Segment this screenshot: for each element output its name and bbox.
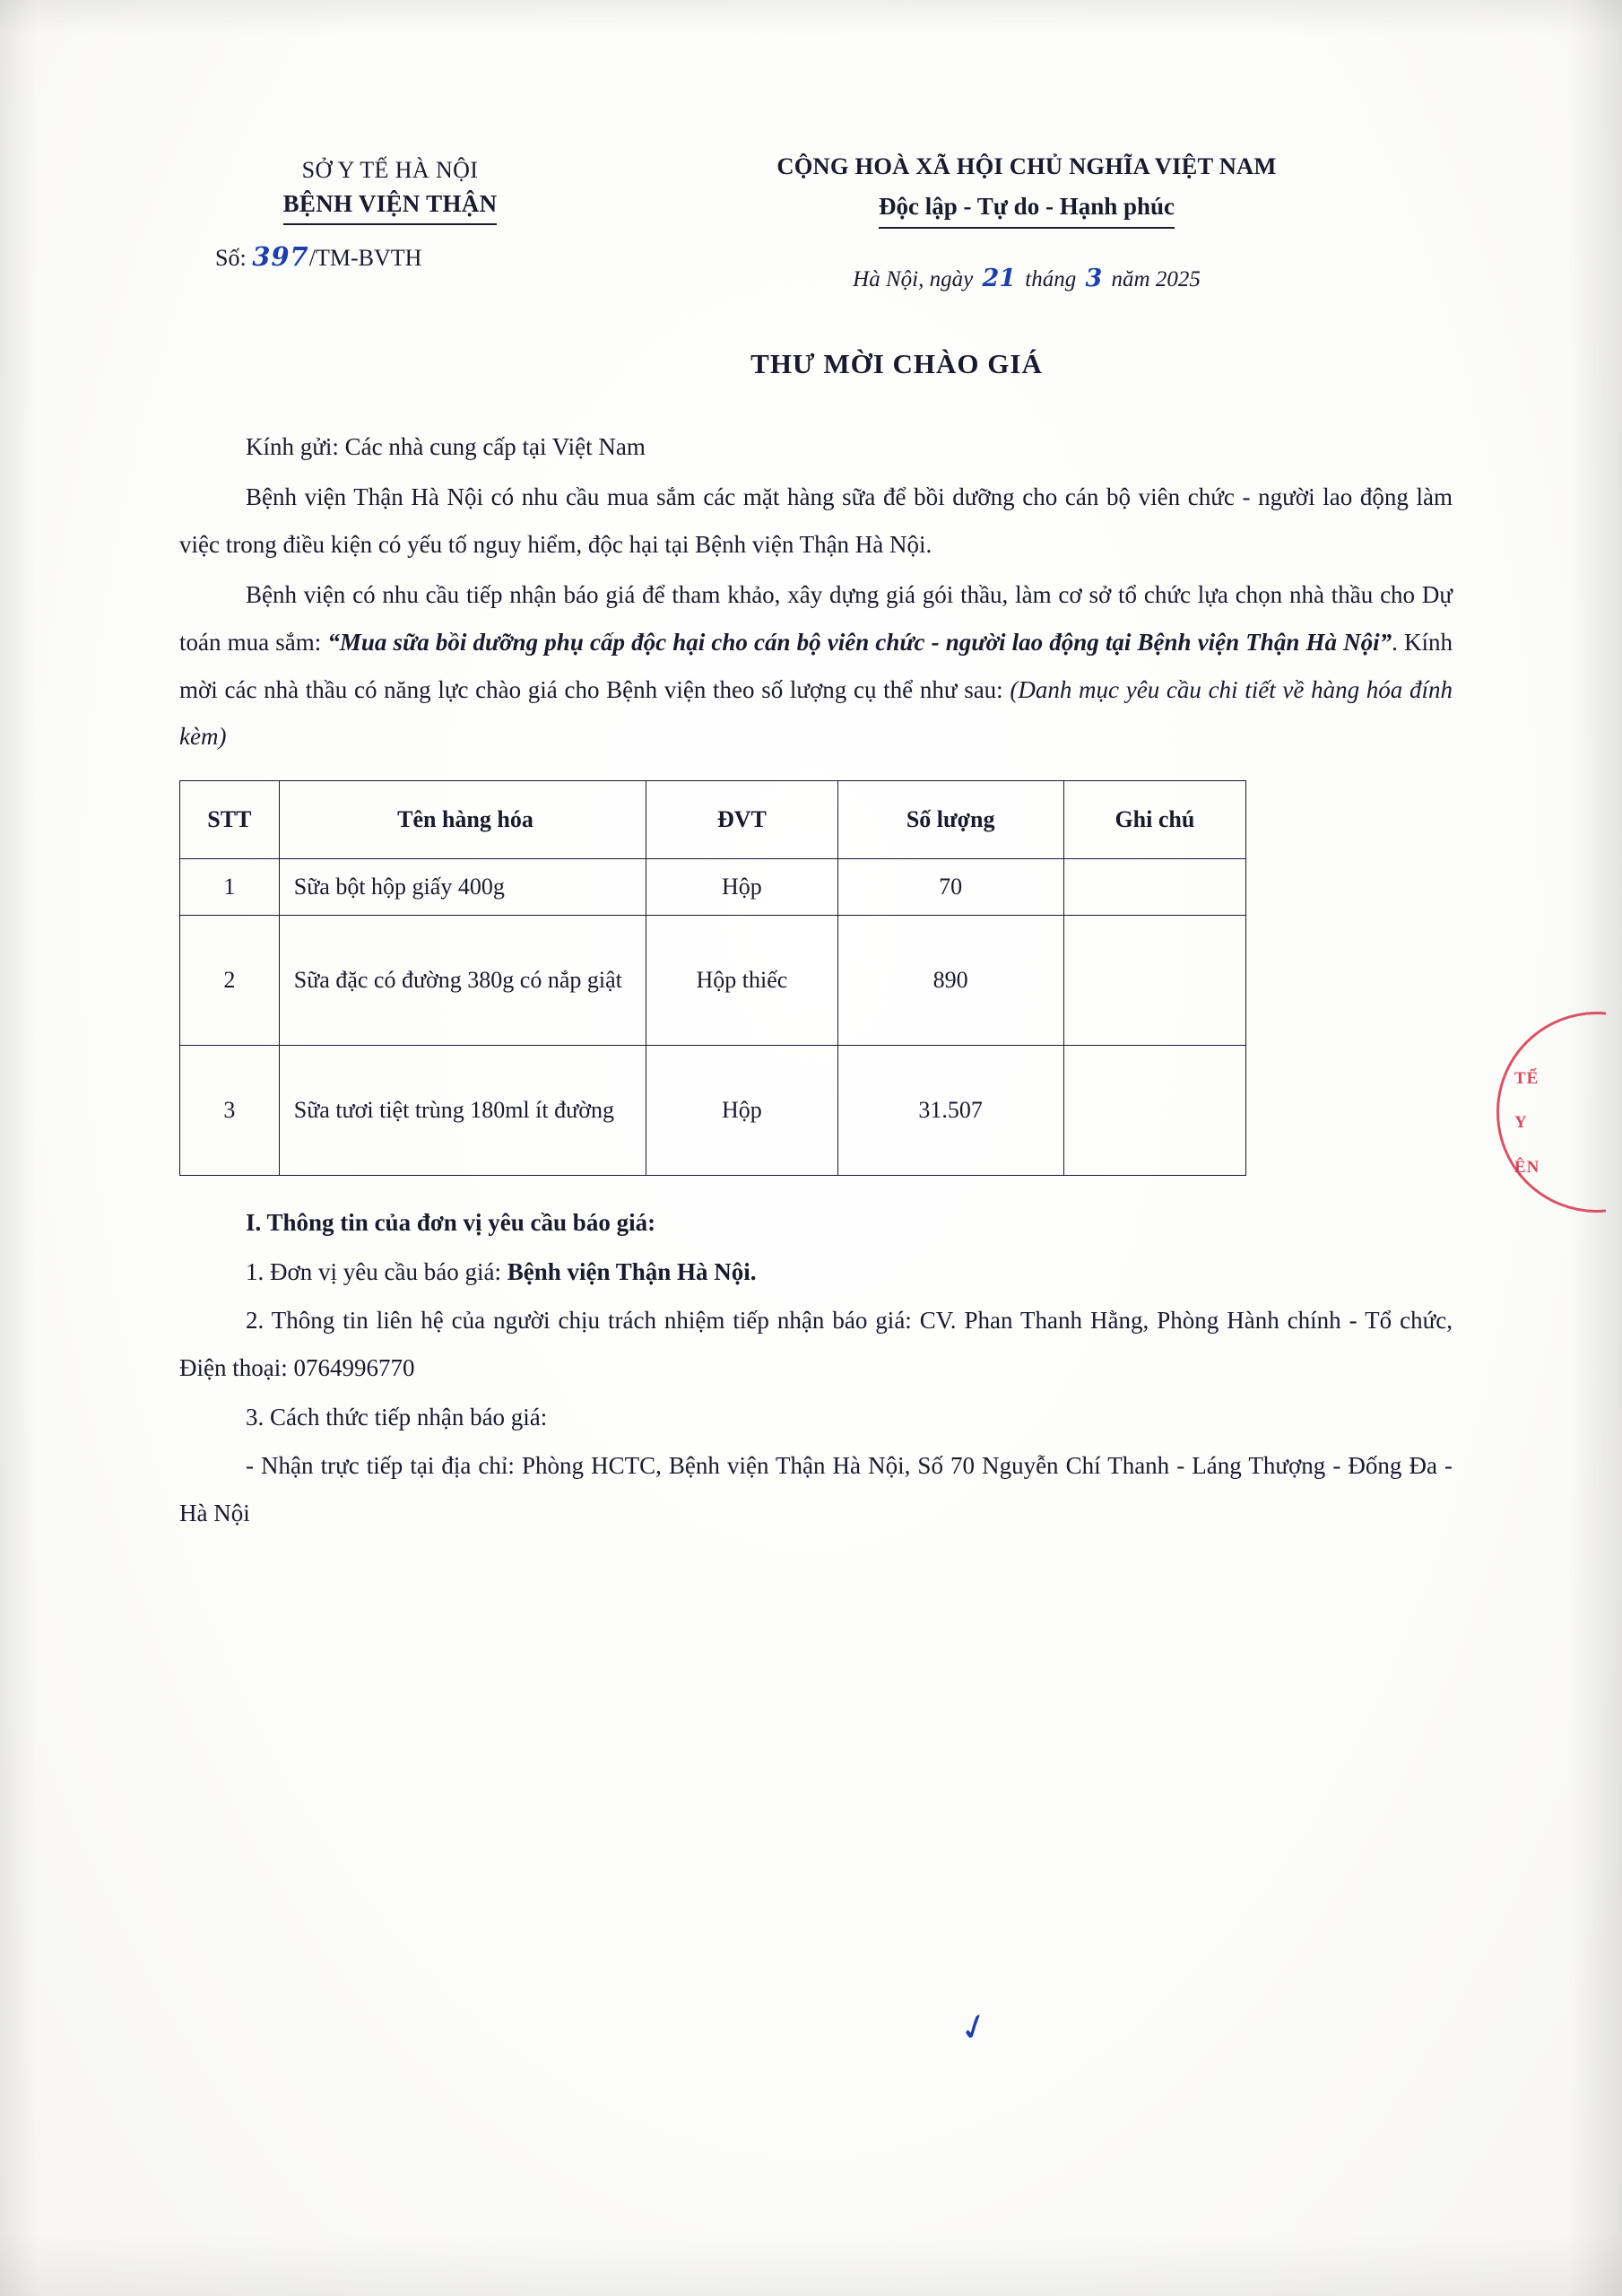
cell-name: Sữa đặc có đường 380g có nắp giật: [279, 916, 646, 1046]
cell-unit: Hộp: [646, 859, 837, 916]
attachment-note: (Danh mục yêu cầu chi tiết về hàng hóa đính kèm): [179, 675, 1453, 751]
column-header-note: Ghi chú: [1063, 781, 1245, 859]
cell-quantity: 70: [837, 859, 1063, 916]
document-title: THƯ MỜI CHÀO GIÁ: [750, 347, 1043, 379]
section-item-2: 2. Thông tin liên hệ của người chịu trách nhiệm tiếp nhận báo giá: CV. Phan Thanh Hằng, Phòng Hành chính - Tổ chức, Điện thoại: 0764996770: [179, 1307, 1453, 1381]
section-item-3-sub: - Nhận trực tiếp tại địa chỉ: Phòng HCTC, Bệnh viện Thận Hà Nội, Số 70 Nguyễn Chí Thanh - Láng Thượng - Đống Đa - Hà Nội: [179, 1452, 1453, 1526]
cell-note: [1063, 916, 1245, 1046]
cell-unit: Hộp thiếc: [646, 916, 837, 1046]
recipient-line: Kính gửi: Các nhà cung cấp tại Việt Nam: [246, 432, 646, 460]
document-number-suffix: /TM-BVTH: [308, 244, 422, 271]
date-prefix: Hà Nội, ngày: [853, 266, 974, 291]
section-item-1-prefix: 1. Đơn vị yêu cầu báo giá:: [246, 1257, 507, 1285]
cell-stt: 2: [180, 916, 280, 1046]
requesting-unit-name: Bệnh viện Thận Hà Nội.: [507, 1257, 757, 1285]
seal-letters: TẾ Y ỆN: [1514, 1069, 1540, 1177]
document-body: [179, 423, 1453, 761]
document-number-label: Số:: [215, 244, 247, 271]
table-row: [180, 916, 1246, 1046]
section-contact-info: [179, 1199, 1453, 1536]
cell-stt: 1: [180, 859, 280, 916]
header-left-block: [179, 144, 601, 272]
table-row: [180, 1046, 1246, 1176]
table-header-row: [180, 781, 1246, 859]
cell-quantity: 890: [837, 916, 1063, 1046]
national-motto: Độc lập - Tự do - Hạnh phúc: [879, 190, 1175, 229]
table-row: [180, 859, 1246, 916]
handwritten-signature-mark: ✓: [953, 2003, 995, 2053]
paragraph-2-part-b: . Kính mời các nhà thầu có năng lực chào giá cho Bệnh viện theo số lượng cụ thể như sau:: [179, 629, 1453, 703]
header-right-block: [601, 144, 1453, 292]
column-header-stt: STT: [180, 781, 280, 859]
document-content: [179, 144, 1453, 1539]
procurement-project-name: “Mua sữa bồi dưỡng phụ cấp độc hại cho cán bộ viên chức - người lao động tại Bệnh viện Thận Hà Nội”: [327, 629, 1392, 657]
date-line: [601, 265, 1453, 292]
document-header: [179, 144, 1453, 292]
column-header-name: Tên hàng hóa: [279, 781, 646, 859]
column-header-quantity: Số lượng: [837, 781, 1063, 859]
cell-name: Sữa bột hộp giấy 400g: [279, 859, 646, 916]
section-item-3: 3. Cách thức tiếp nhận báo giá:: [246, 1403, 548, 1431]
organization-unit: BỆNH VIỆN THẬN: [283, 187, 498, 225]
date-year: năm 2025: [1111, 266, 1201, 291]
goods-table: [179, 780, 1246, 1176]
cell-quantity: 31.507: [837, 1046, 1063, 1176]
cell-name: Sữa tươi tiệt trùng 180ml ít đường: [279, 1046, 646, 1176]
organization-name: SỞ Y TẾ HÀ NỘI: [301, 157, 479, 183]
date-month-handwritten: 3: [1085, 264, 1103, 292]
section-item-1: [179, 1248, 1453, 1296]
document-number-line: [179, 241, 601, 272]
national-title: CỘNG HOÀ XÃ HỘI CHỦ NGHĨA VIỆT NAM: [776, 152, 1277, 179]
paragraph-1: Bệnh viện Thận Hà Nội có nhu cầu mua sắm các mặt hàng sữa để bồi dưỡng cho cán bộ viên chức - người lao động làm việc trong điều kiện có yếu tố nguy hiểm, độc hại tại Bệnh viện Thận Hà Nội.: [179, 483, 1453, 558]
paragraph-2: [179, 571, 1453, 761]
cell-stt: 3: [180, 1046, 280, 1176]
cell-unit: Hộp: [646, 1046, 837, 1176]
document-number-handwritten: 397: [252, 240, 309, 272]
paragraph-2-part-a: Bệnh viện có nhu cầu tiếp nhận báo giá để tham khảo, xây dựng giá gói thầu, làm cơ sở tổ chức lựa chọn nhà thầu cho Dự toán mua sắm:: [179, 581, 1453, 657]
column-header-unit: ĐVT: [646, 781, 837, 859]
cell-note: [1063, 859, 1245, 916]
date-day-handwritten: 21: [982, 264, 1017, 292]
date-month-label: tháng: [1025, 266, 1077, 291]
cell-note: [1063, 1046, 1245, 1176]
section-heading: I. Thông tin của đơn vị yêu cầu báo giá:: [246, 1209, 656, 1237]
